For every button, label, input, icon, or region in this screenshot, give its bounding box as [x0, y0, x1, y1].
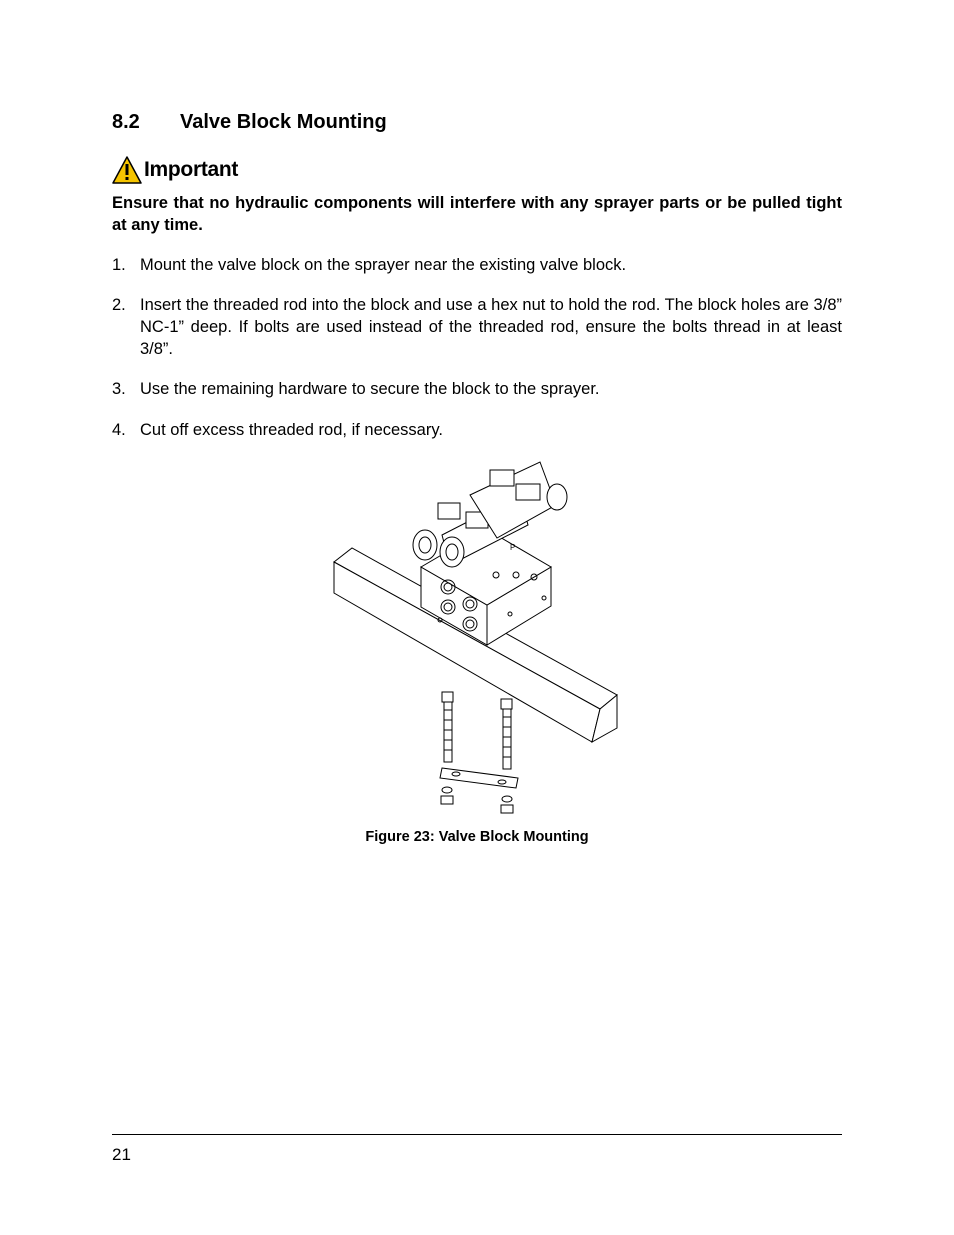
- step-text: Insert the threaded rod into the block and use a hex nut to hold the rod. The block holes are 3/8” NC-1” deep. If bolts are used instead of the threaded rod, ensure the bolts thread in at least 3/8”.: [140, 296, 842, 358]
- list-item: [112, 419, 842, 441]
- threaded-rod-right: [501, 699, 512, 769]
- step-number: 4.: [112, 421, 126, 439]
- backing-plate: [440, 768, 518, 788]
- svg-text:P: P: [510, 543, 516, 552]
- page-number: 21: [112, 1145, 131, 1164]
- list-item: [112, 378, 842, 400]
- warning-triangle-icon: [112, 156, 142, 184]
- step-text: Mount the valve block on the sprayer near the existing valve block.: [140, 256, 627, 274]
- step-number: 3.: [112, 380, 126, 398]
- important-callout: [112, 156, 238, 184]
- section-heading: [112, 111, 387, 134]
- instruction-list: [112, 254, 842, 441]
- footer-divider: [112, 1134, 842, 1135]
- step-number: 1.: [112, 256, 126, 274]
- step-text: Use the remaining hardware to secure the block to the sprayer.: [140, 380, 600, 398]
- section-title: Valve Block Mounting: [180, 111, 387, 133]
- step-number: 2.: [112, 296, 126, 314]
- valve-block-mounting-illustration: [320, 460, 640, 825]
- important-label: Important: [144, 158, 239, 181]
- step-text: Cut off excess threaded rod, if necessary.: [140, 421, 443, 439]
- list-item: [112, 294, 842, 360]
- list-item: [112, 254, 842, 276]
- washers-and-nuts: [441, 787, 513, 813]
- threaded-rod-left: [442, 692, 453, 762]
- warning-text: Ensure that no hydraulic components will interfere with any sprayer parts or be pulled tight at any time.: [112, 194, 842, 234]
- section-number: 8.2: [112, 111, 140, 133]
- figure-caption: Figure 23: Valve Block Mounting: [365, 829, 589, 845]
